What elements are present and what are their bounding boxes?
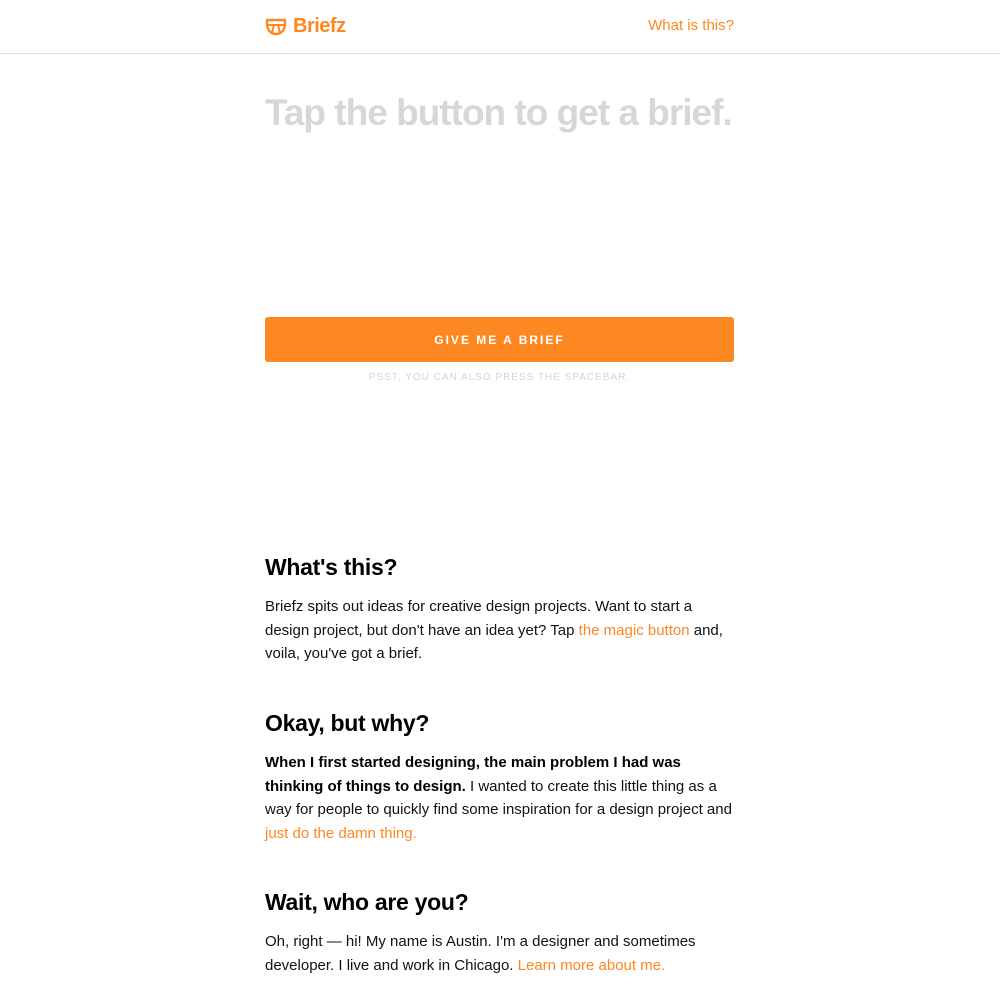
learn-more-about-me-link[interactable]: Learn more about me.	[517, 956, 666, 974]
top-bar	[0, 0, 1000, 54]
who-are-you-heading: Wait, who are you?	[265, 889, 469, 915]
why-bold-text: When I first started designing, the main problem I had was thinking of things to design.	[265, 754, 681, 795]
whats-this-text: Briefz spits out ideas for creative design projects. Want to start a design project, but don't have an idea yet? Tap	[265, 598, 693, 639]
what-is-this-link[interactable]: What is this?	[648, 17, 734, 34]
briefz-logo-icon	[265, 16, 287, 38]
whats-this-section	[265, 554, 735, 666]
hero-title: Tap the button to get a brief.	[265, 92, 732, 133]
okay-but-why-section	[265, 710, 735, 845]
magic-button-link[interactable]: the magic button	[578, 621, 690, 639]
whats-this-paragraph	[265, 595, 735, 666]
whats-this-text-end: and, voila, you've got a brief.	[265, 621, 723, 662]
who-are-you-section	[265, 889, 735, 977]
why-text: I wanted to create this little thing as a way for people to quickly find some inspiration for a design project and	[265, 777, 732, 818]
brand-name: Briefz	[293, 15, 346, 37]
spacebar-hint: PSST, YOU CAN ALSO PRESS THE SPACEBAR.	[368, 372, 631, 383]
okay-but-why-heading: Okay, but why?	[265, 710, 430, 736]
just-do-the-damn-thing-link[interactable]: just do the damn thing.	[265, 824, 417, 842]
who-text: Oh, right — hi! My name is Austin. I'm a designer and sometimes developer. I live and work in Chicago.	[265, 933, 696, 974]
brand-logo-link[interactable]	[265, 15, 346, 38]
okay-but-why-paragraph	[265, 751, 735, 845]
who-are-you-paragraph	[265, 930, 735, 977]
give-me-a-brief-button[interactable]: GIVE ME A BRIEF	[265, 317, 734, 362]
whats-this-heading: What's this?	[265, 554, 398, 580]
